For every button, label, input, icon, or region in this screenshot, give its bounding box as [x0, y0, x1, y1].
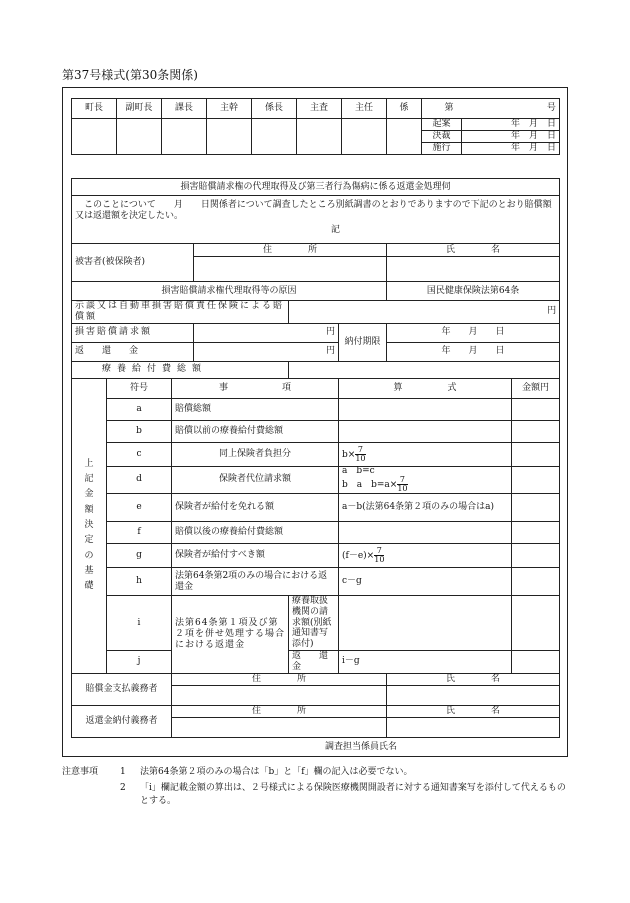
row-code: h [107, 568, 172, 596]
row-calc: c－g [339, 568, 512, 596]
row-amount[interactable] [512, 442, 560, 466]
row-code: e [107, 494, 172, 522]
refunder-address-label: 住 所 [172, 705, 387, 717]
document-number: 第 号 [422, 99, 560, 119]
row-calc: (f－e)× $\frac{7}{10}$ [339, 544, 512, 568]
role-clerk: 係 [387, 99, 422, 119]
claim-amount[interactable]: 円 [194, 323, 339, 342]
row-code: f [107, 522, 172, 544]
refunder-name-field[interactable] [387, 717, 560, 737]
stamp-cell[interactable] [387, 119, 422, 155]
settlement-amount[interactable]: 円 [289, 301, 560, 324]
investigator-label: 調査担当係員氏名 [325, 742, 398, 752]
role-senior-clerk: 主任 [342, 99, 387, 119]
row-amount[interactable] [512, 522, 560, 544]
payer-name-label: 氏 名 [387, 673, 560, 685]
row-amount[interactable] [512, 494, 560, 522]
row-code: a [107, 398, 172, 420]
victim-label: 被害者(被保険者) [72, 244, 194, 282]
payer-label: 賠償金支払義務者 [72, 673, 172, 705]
row-amount[interactable] [512, 651, 560, 674]
basis-header-amount: 金額円 [512, 378, 560, 398]
basis-side-label: 上 記 金 額 決 定 の 基 礎 [72, 378, 107, 673]
deadline-date-1[interactable]: 年 月 日 [387, 323, 560, 342]
note-2-number: 2 [120, 782, 126, 793]
date-label-drafted: 起案 [422, 119, 462, 131]
row-amount[interactable] [512, 398, 560, 420]
deadline-label: 納付期限 [339, 323, 387, 361]
payer-name-field[interactable] [387, 685, 560, 705]
row-item: 賠償総額 [172, 398, 339, 420]
row-item-sub: 療養取扱機関の請求額(別紙通知書写添付) [289, 596, 339, 651]
cause-label: 損害賠償請求権代理取得等の原因 [72, 282, 387, 301]
payer-address-field[interactable] [172, 685, 387, 705]
stamp-cell[interactable] [207, 119, 252, 155]
row-amount[interactable] [512, 568, 560, 596]
basis-header-item: 事 項 [172, 378, 339, 398]
ki-label: 記 [331, 224, 341, 235]
notes-title: 注意事項 [62, 767, 99, 777]
row-code: g [107, 544, 172, 568]
row-item-sub: 返 還 金 [289, 651, 339, 674]
cause-value: 国民健康保険法第64条 [387, 282, 560, 301]
fraction: $\frac{7}{10}$ [355, 444, 366, 463]
form-title: 第37号様式(第30条関係) [62, 68, 198, 82]
row-item: 同上保険者負担分 [172, 442, 339, 466]
date-enforced[interactable]: 年 月 日 [462, 143, 560, 155]
refund-label: 返 還 金 [72, 342, 194, 361]
row-code: i [107, 596, 172, 651]
row-calc: i－g [339, 651, 512, 674]
row-calc: a－b(法第64条第２項のみの場合はa) [339, 494, 512, 522]
fraction: $\frac{7}{10}$ [397, 475, 408, 494]
stamp-cell[interactable] [297, 119, 342, 155]
claim-label: 損害賠償請求額 [72, 323, 194, 342]
notes [62, 766, 572, 809]
note-1-text: 法第64条第２項のみの場合は「b」と「f」欄の記入は必要でない。 [140, 767, 413, 777]
date-label-enforced: 施行 [422, 143, 462, 155]
role-unit-chief: 係長 [252, 99, 297, 119]
row-item: 保険者代位請求額 [172, 466, 339, 493]
stamp-cell[interactable] [72, 119, 117, 155]
row-code: j [107, 651, 172, 674]
row-code: b [107, 420, 172, 442]
basis-header-calc: 算 式 [339, 378, 512, 398]
refunder-label: 返還金納付義務者 [72, 705, 172, 737]
settlement-label: 示談又は自動車損害賠償責任保険による賠償額 [72, 301, 289, 324]
row-code: d [107, 466, 172, 493]
approval-table [71, 98, 560, 155]
role-director: 主幹 [207, 99, 252, 119]
row-amount[interactable] [512, 596, 560, 651]
row-calc [339, 398, 512, 420]
intro-text: このことについて 月 日関係者について調査したところ別紙調書のとおりでありますので下記のとおり賠償額又は返還額を決定したい。 記 [72, 196, 560, 244]
row-item: 賠償以前の療養給付費総額 [172, 420, 339, 442]
payer-address-label: 住 所 [172, 673, 387, 685]
note-1-number: 1 [120, 767, 126, 777]
row-amount[interactable] [512, 466, 560, 493]
refund-amount[interactable]: 円 [194, 342, 339, 361]
row-item: 保険者が給付を免れる額 [172, 494, 339, 522]
row-calc [339, 596, 512, 651]
total-amount[interactable] [289, 361, 560, 378]
row-item: 賠償以後の療養給付費総額 [172, 522, 339, 544]
role-section-chief: 課長 [162, 99, 207, 119]
total-label: 療養給付費総額 [72, 361, 289, 378]
note-2-text: 「i」欄記載金額の算出は、２号様式による保険医療機関開設者に対する通知書案写を添付して代えるものとする。 [140, 782, 566, 806]
main-heading: 損害賠償請求権の代理取得及び第三者行為傷病に係る返還金処理伺 [72, 179, 560, 196]
row-item: 保険者が給付すべき額 [172, 544, 339, 568]
refunder-address-field[interactable] [172, 717, 387, 737]
victim-address-label: 住 所 [194, 244, 387, 257]
row-amount[interactable] [512, 544, 560, 568]
stamp-cell[interactable] [342, 119, 387, 155]
form-frame [62, 87, 568, 757]
date-drafted[interactable]: 年 月 日 [462, 119, 560, 131]
row-calc: a b=c b a b=a× $\frac{7}{10}$ [339, 466, 512, 493]
victim-address-field[interactable] [194, 257, 387, 282]
victim-name-field[interactable] [387, 257, 560, 282]
stamp-cell[interactable] [117, 119, 162, 155]
combined-item: 法第64条第１項及び第２項を併せ処理する場合における返還金 [172, 596, 289, 674]
row-item: 法第64条第2項のみの場合における返還金 [172, 568, 339, 596]
refunder-name-label: 氏 名 [387, 705, 560, 717]
date-decided[interactable]: 年 月 日 [462, 131, 560, 143]
deadline-date-2[interactable]: 年 月 日 [387, 342, 560, 361]
row-calc [339, 522, 512, 544]
fraction: $\frac{7}{10}$ [374, 546, 385, 565]
row-calc: b× $\frac{7}{10}$ [339, 442, 512, 466]
row-code: c [107, 442, 172, 466]
role-mayor: 町長 [72, 99, 117, 119]
stamp-cell[interactable] [162, 119, 207, 155]
row-amount[interactable] [512, 420, 560, 442]
main-table [71, 178, 560, 738]
stamp-cell[interactable] [252, 119, 297, 155]
role-chief-clerk: 主査 [297, 99, 342, 119]
basis-header-code: 符号 [107, 378, 172, 398]
victim-name-label: 氏 名 [387, 244, 560, 257]
role-deputy-mayor: 副町長 [117, 99, 162, 119]
date-label-decided: 決裁 [422, 131, 462, 143]
row-calc [339, 420, 512, 442]
